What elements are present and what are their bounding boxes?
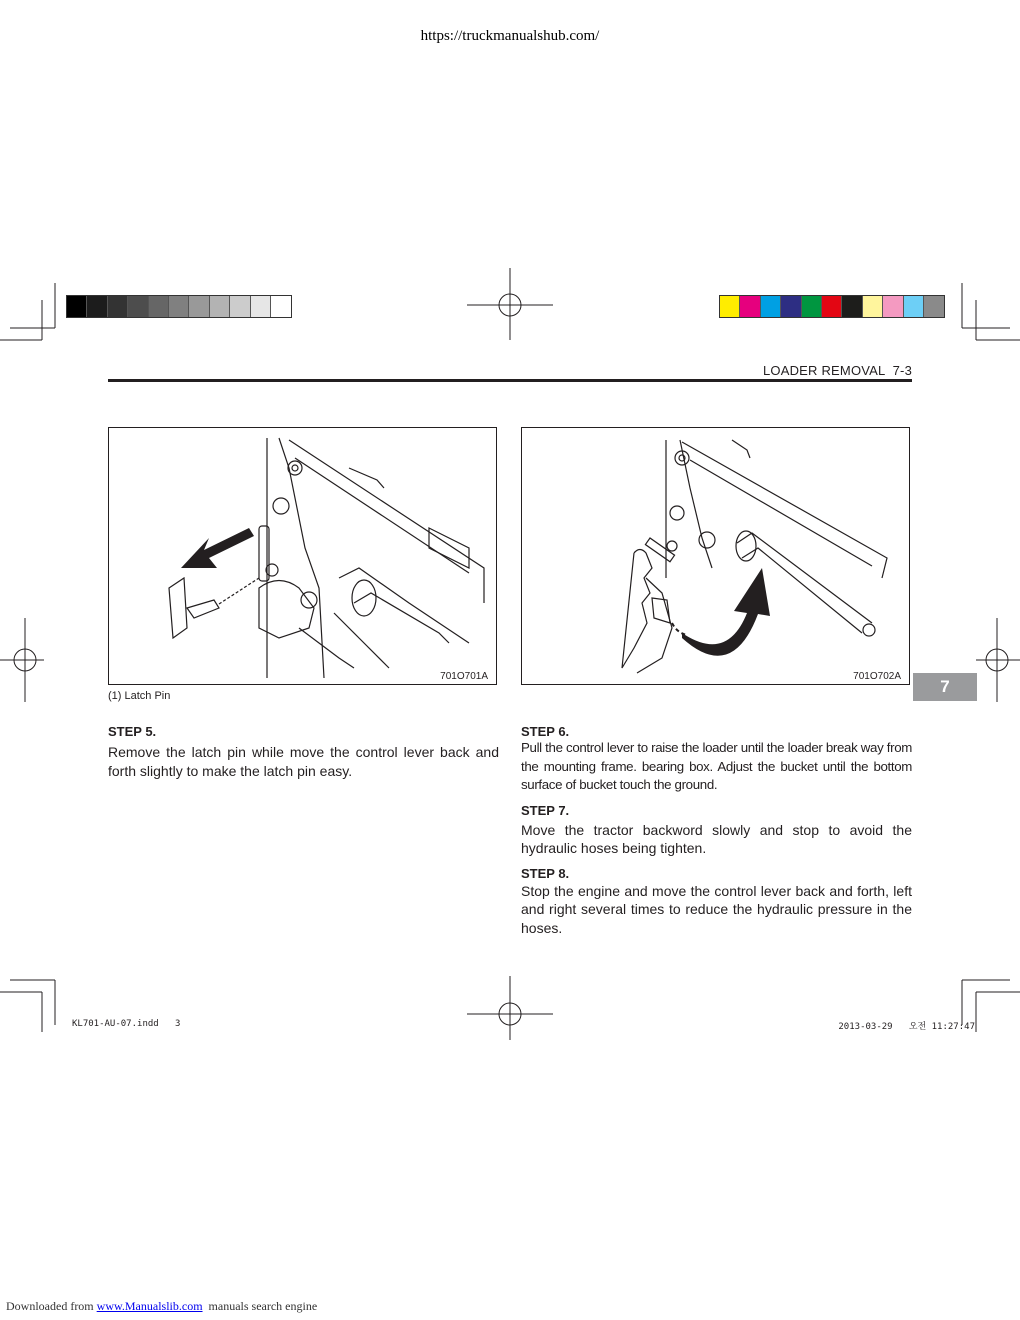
grayscale-swatch	[230, 296, 250, 317]
process-swatch	[802, 296, 822, 317]
step5-body: Remove the latch pin while move the control lever back and forth slightly to make the latch pin easy.	[108, 744, 499, 779]
top-url: https://truckmanualshub.com/	[420, 28, 600, 44]
grayscale-swatch	[210, 296, 230, 317]
process-swatch	[842, 296, 862, 317]
download-prefix: Downloaded from	[6, 1299, 97, 1313]
grayscale-swatch	[67, 296, 87, 317]
chapter-tab: 7	[913, 673, 977, 701]
latch-pin-removal-illustration	[109, 428, 495, 683]
process-swatch	[924, 296, 944, 317]
process-swatch	[740, 296, 760, 317]
footer-file-slug: KL701-AU-07.indd 3	[72, 1019, 181, 1029]
process-swatch	[761, 296, 781, 317]
header-rule	[108, 379, 912, 382]
grayscale-swatch	[87, 296, 107, 317]
step6-heading: STEP 6.	[521, 724, 570, 739]
manualslib-link[interactable]: www.Manualslib.com	[96, 1299, 203, 1313]
grayscale-swatch	[128, 296, 148, 317]
right-column-steps	[521, 724, 912, 937]
download-line	[6, 1299, 317, 1314]
step7-heading: STEP 7.	[521, 802, 570, 818]
step6-body: Pull the control lever to raise the loader until the loader break way from the mounting frame. bearing box. Adjust the bucket until the bottom surface of bucket touch the ground.	[521, 740, 912, 792]
raise-loader-illustration	[522, 428, 908, 683]
process-swatch	[904, 296, 924, 317]
step7-body: Move the tractor backword slowly and stop to avoid the hydraulic hoses being tighten.	[521, 821, 912, 856]
grayscale-swatch	[169, 296, 189, 317]
step8-body: Stop the engine and move the control lever back and forth, left and right several times to reduce the hydraulic pressure in the hoses.	[521, 882, 912, 936]
grayscale-color-bar	[66, 295, 292, 318]
process-swatch	[822, 296, 842, 317]
section-header: LOADER REMOVAL 7-3	[762, 363, 912, 378]
grayscale-swatch	[108, 296, 128, 317]
figure-code: 701O702A	[853, 671, 901, 682]
footer-timestamp: 2013-03-29 오전 11:27:47	[838, 1022, 975, 1032]
process-color-bar	[719, 295, 945, 318]
figure-caption: (1) Latch Pin	[108, 690, 171, 702]
figure-latch-pin	[108, 427, 497, 685]
process-swatch	[720, 296, 740, 317]
figure-raise-loader	[521, 427, 910, 685]
grayscale-swatch	[251, 296, 271, 317]
download-suffix: manuals search engine	[202, 1299, 318, 1313]
grayscale-swatch	[189, 296, 209, 317]
grayscale-swatch	[271, 296, 291, 317]
process-swatch	[883, 296, 903, 317]
grayscale-swatch	[149, 296, 169, 317]
process-swatch	[863, 296, 883, 317]
step8-heading: STEP 8.	[521, 865, 570, 881]
process-swatch	[781, 296, 801, 317]
step5-block	[108, 724, 499, 780]
step5-heading: STEP 5.	[108, 724, 157, 739]
figure-code: 701O701A	[440, 671, 488, 682]
